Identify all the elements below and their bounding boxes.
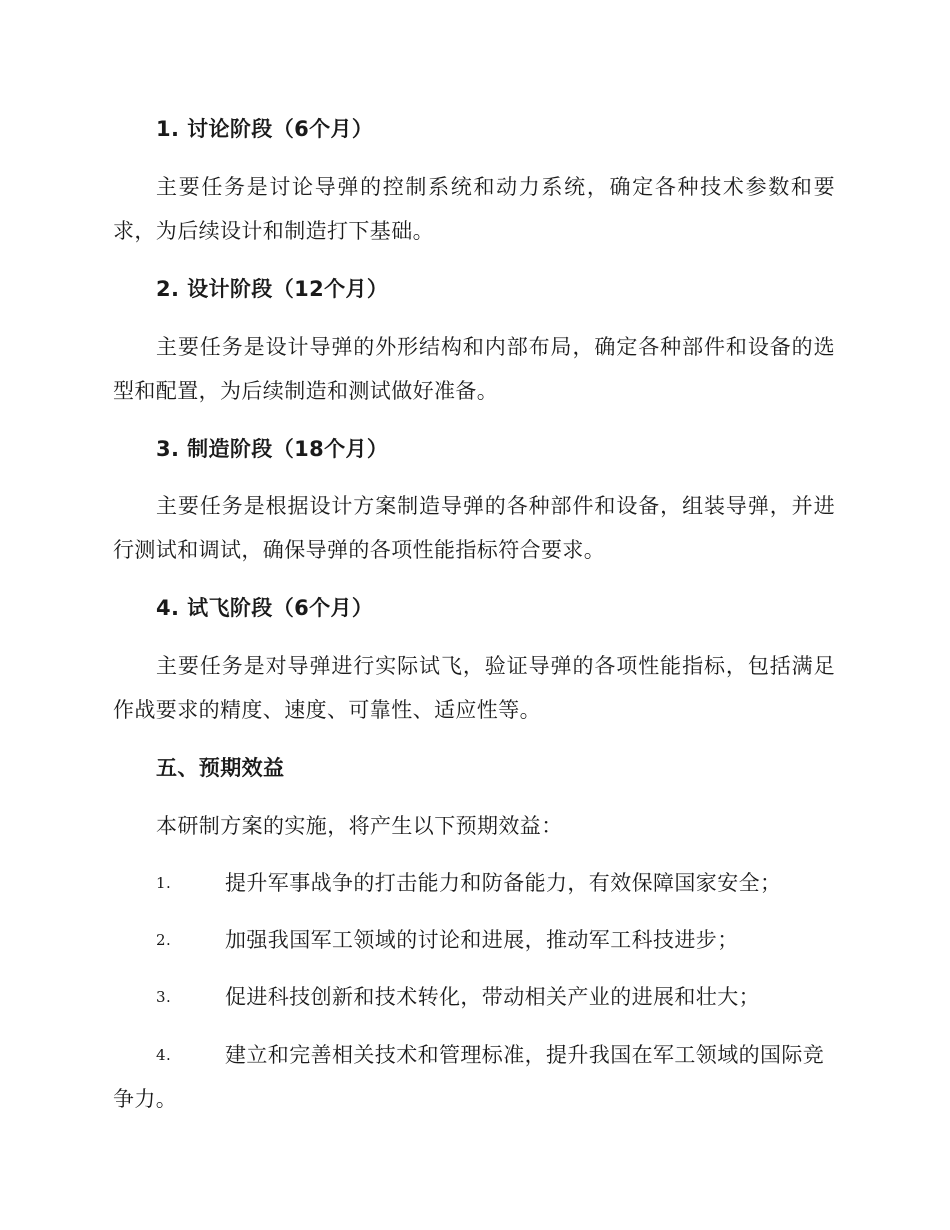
list-number: 3. — [156, 988, 172, 1006]
list-item — [113, 861, 835, 905]
section-heading: 五、预期效益 — [156, 756, 285, 780]
list-item — [113, 1033, 835, 1121]
list-item — [113, 918, 835, 962]
stage-heading: 3. 制造阶段（18个月） — [156, 437, 389, 461]
list-text: 建立和完善相关技术和管理标准，提升我国在军工领域的国际竞争力。 — [113, 1043, 825, 1111]
list-text: 加强我国军工领域的讨论和进展，推动军工科技进步； — [225, 928, 739, 952]
stage-heading: 2. 设计阶段（12个月） — [156, 277, 389, 301]
list-number: 4. — [156, 1046, 172, 1064]
stage-heading: 1. 讨论阶段（6个月） — [156, 117, 374, 141]
stage-body: 主要任务是讨论导弹的控制系统和动力系统，确定各种技术参数和要求，为后续设计和制造打下基础。 — [113, 175, 835, 243]
stage-body: 主要任务是根据设计方案制造导弹的各种部件和设备，组装导弹，并进行测试和调试，确保导弹的各项性能指标符合要求。 — [113, 494, 835, 562]
section-intro: 本研制方案的实施，将产生以下预期效益： — [156, 814, 563, 838]
list-number: 2. — [156, 931, 172, 949]
stage-body: 主要任务是设计导弹的外形结构和内部布局，确定各种部件和设备的选型和配置，为后续制造和测试做好准备。 — [113, 335, 835, 403]
list-number: 1. — [156, 874, 172, 892]
stage-heading: 4. 试飞阶段（6个月） — [156, 596, 374, 620]
list-text: 提升军事战争的打击能力和防备能力，有效保障国家安全； — [225, 871, 782, 895]
stage-body: 主要任务是对导弹进行实际试飞，验证导弹的各项性能指标，包括满足作战要求的精度、速度、可靠性、适应性等。 — [113, 654, 835, 722]
list-item — [113, 975, 835, 1019]
list-text: 促进科技创新和技术转化，带动相关产业的进展和壮大； — [225, 985, 760, 1009]
